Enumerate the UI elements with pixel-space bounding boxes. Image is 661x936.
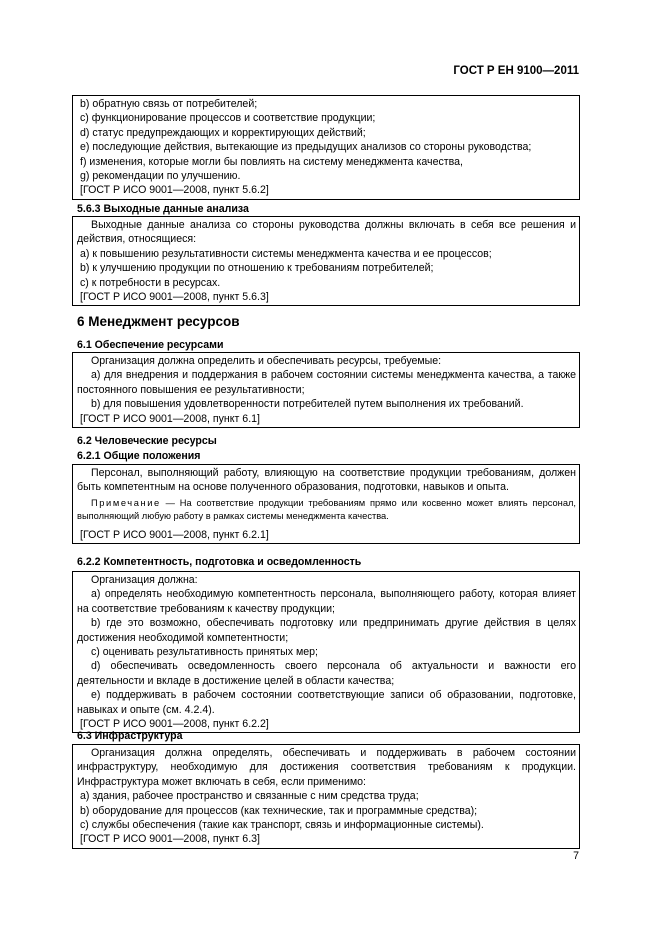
reference: [ГОСТ Р ИСО 9001—2008, пункт 6.2.1]: [80, 528, 269, 541]
reference: [ГОСТ Р ИСО 9001—2008, пункт 6.1]: [80, 412, 260, 425]
document-header: ГОСТ Р ЕН 9100—2011: [453, 65, 579, 77]
paragraph: Организация должна:: [91, 574, 198, 586]
quote-box-6-2-2: [72, 571, 580, 733]
paragraph: Персонал, выполняющий работу, влияющую на соответствие продукции требованиям, должен быть компетентным на основе полученного образования, подготовки, навыков и опыта.: [77, 467, 576, 494]
quote-box-6-2-1: [72, 464, 580, 544]
note-label: Примечание: [91, 497, 161, 508]
paragraph: Выходные данные анализа со стороны руководства должны включать в себя все решения и действия, относящиеся:: [77, 219, 576, 246]
list-item: d) обеспечивать осведомленность своего персонала об актуальности и важности его деятельности и вкладе в достижение целей в области качества;: [77, 660, 576, 687]
list-item: d) статус предупреждающих и корректирующих действий;: [80, 126, 366, 139]
reference: [ГОСТ Р ИСО 9001—2008, пункт 5.6.3]: [80, 291, 269, 304]
list-item: c) службы обеспечения (такие как транспорт, связь и информационные системы).: [80, 819, 484, 832]
paragraph: Организация должна определить и обеспечивать ресурсы, требуемые:: [91, 355, 442, 367]
section-heading-5-6-3: 5.6.3 Выходные данные анализа: [77, 203, 249, 215]
list-item: a) для внедрения и поддержания в рабочем состоянии системы менеджмента качества, а также постоянного повышения ее результативности;: [77, 369, 576, 396]
note-text: — На соответствие продукции требованиям прямо или косвенно может влиять персонал, выполняющий любую работу в рамках системы менеджмента качества.: [77, 497, 576, 522]
quote-box-6-3: [72, 744, 580, 849]
quote-box-5-6-3: [72, 216, 580, 306]
list-item: b) оборудование для процессов (как технические, так и программные средства);: [80, 804, 478, 817]
list-item: c) функционирование процессов и соответствие продукции;: [80, 112, 376, 125]
section-heading-6-2-2: 6.2.2 Компетентность, подготовка и осведомленность: [77, 556, 362, 568]
list-item: c) к потребности в ресурсах.: [80, 276, 221, 289]
list-item: b) где это возможно, обеспечивать подготовку или предпринимать другие действия в целях достижения необходимой компетентности;: [77, 617, 576, 644]
section-heading-6-3: 6.3 Инфраструктура: [77, 730, 183, 742]
list-item: a) здания, рабочее пространство и связанные с ним средства труда;: [80, 790, 419, 803]
list-item: g) рекомендации по улучшению.: [80, 170, 241, 183]
quote-box-6-1: [72, 352, 580, 428]
list-item: a) определять необходимую компетентность персонала, выполняющего работу, которая влияет на соответствие требованиям к качеству продукции;: [77, 588, 576, 615]
list-item: e) поддерживать в рабочем состоянии соответствующие записи об образовании, подготовке, навыках и опыте (см. 4.2.4).: [77, 689, 576, 716]
list-item: a) к повышению результативности системы менеджмента качества и ее процессов;: [80, 247, 492, 260]
list-item: b) для повышения удовлетворенности потребителей путем выполнения их требований.: [91, 398, 524, 411]
page-number: 7: [573, 850, 579, 862]
reference: [ГОСТ Р ИСО 9001—2008, пункт 6.3]: [80, 833, 260, 846]
section-heading-6-1: 6.1 Обеспечение ресурсами: [77, 339, 224, 351]
paragraph: Организация должна определять, обеспечивать и поддерживать в рабочем состоянии инфраструктуру, необходимую для достижения соответствия требованиям к продукции. Инфраструктура может включать в себя, если применимо:: [77, 747, 576, 788]
list-item: c) оценивать результативность принятых мер;: [91, 646, 318, 659]
list-item: f) изменения, которые могли бы повлиять на систему менеджмента качества,: [80, 155, 463, 168]
list-item: e) последующие действия, вытекающие из предыдущих анализов со стороны руководства;: [80, 141, 532, 154]
reference: [ГОСТ Р ИСО 9001—2008, пункт 5.6.2]: [80, 184, 269, 197]
list-item: b) обратную связь от потребителей;: [80, 98, 258, 110]
section-heading-6-2-1: 6.2.1 Общие положения: [77, 450, 201, 462]
section-heading-6: 6 Менеджмент ресурсов: [77, 314, 240, 329]
list-item: b) к улучшению продукции по отношению к требованиям потребителей;: [80, 262, 434, 275]
note: [77, 497, 576, 524]
section-heading-6-2: 6.2 Человеческие ресурсы: [77, 435, 217, 447]
reference: [ГОСТ Р ИСО 9001—2008, пункт 6.2.2]: [80, 718, 269, 731]
quote-box-5-6-2: [72, 95, 580, 200]
